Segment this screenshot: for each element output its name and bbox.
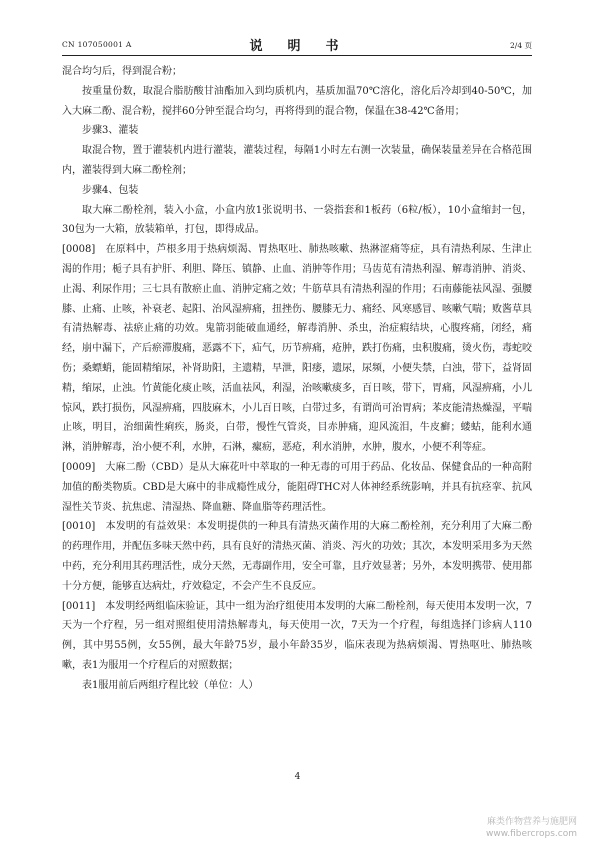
paragraph: 取大麻二酚栓剂，装入小盒，小盒内放1张说明书、一袋指套和1板药（6粒/板），10小盒缩封一包，30包为一大箱，放装箱单，打包，即得成品。 [62, 204, 532, 236]
numbered-paragraph-0008: [0008] 在原料中，芦根多用于热病烦渴、胃热呕吐、肺热咳嗽、热淋涩痛等症，具有清热利尿、生津止渴的作用；栀子具有护肝、利胆、降压、镇静、止血、消肿等作用；马齿苋有清热利湿、解毒消肿、消炎、止渴、利尿作用；三七具有散瘀止血、消肿定痛之效；牛筋草具有清热利湿的作用；石南藤能祛风湿、强腰膝、止痛、止咳，补衰老、起阳、治风湿痹痛，扭挫伤、腰膝无力、痛经、风寒感冒、咳嗽气喘；败酱草具有清热解毒、祛瘀止痛的功效。鬼箭羽能破血通经，解毒消肿、杀虫，治症瘕结块，心腹疼痛，闭经，痛经，崩中漏下，产后瘀滞腹痛，恶露不下，疝气，历节痹痛，疮肿，跌打伤痛，虫积腹痛，烫火伤，毒蛇咬伤；桑螵蛸，能固精缩尿，补肾助阳，主遗精，早泄，阳痿，遗尿，尿频，小便失禁，白浊，带下，益肾固精，缩尿，止浊。竹黄能化痰止咳，活血祛风，利湿，治咳嗽痰多，百日咳，带下，胃痛，风湿痹痛，小儿惊风，跌打损伤，风湿痹痛，四肢麻木，小儿百日咳，白带过多，有谓尚可治胃病；苯皮能清热燥湿，平喘止咳，明目，治细菌性痢疾，肠炎，白带，慢性气管炎，目赤肿痛，迎风流泪，牛皮癣；蝼蛄，能利水通淋，消肿解毒，治小便不利，水肿，石淋，瘰疬，恶疮，利水消肿，水肿，腹水，小便不利等症。 [62, 244, 532, 454]
watermark [486, 816, 577, 840]
numbered-paragraph-0011: [0011] 本发明经两组临床验证，其中一组为治疗组使用本发明的大麻二酚栓剂，每天使用本发明一次，7天为一个疗程，另一组对照组使用清热解毒丸，每天使用一次，7天为一个疗程，每组选择门诊病人110例，其中男55例，女55例，最大年龄75岁，最小年龄35岁，临床表现为热病烦渴、胃热呕吐、肺热咳嗽，表1为服用一个疗程后的对照数据； [62, 600, 532, 671]
paragraph: 按重量份数，取混合脂肪酸甘油酯加入到均质机内，基质加温70℃溶化，溶化后冷却到40-50℃，加入大麻二酚、混合粉，搅拌60分钟至混合均匀，再将得到的混合物，保温在38-42℃备用； [62, 85, 532, 117]
page-indicator: 2/4 页 [510, 41, 532, 50]
numbered-paragraph-0009: [0009] 大麻二酚（CBD）是从大麻花叶中萃取的一种无毒的可用于药品、化妆品、保健食品的一种高附加值的酚类物质。CBD是大麻中的非成瘾性成分，能阻碍THC对人体神经系统影响，并具有抗痉挛、抗风湿性关节炎、抗焦虑、清湿热、降血糖、降血脂等药理活性。 [62, 461, 532, 513]
watermark-site-name: 麻类作物营养与施肥网 [486, 817, 577, 827]
paragraph: 混合均匀后，得到混合粉； [62, 66, 182, 77]
document-title: 说 明 书 [249, 39, 345, 54]
watermark-url: www.fibercrops.com [486, 829, 577, 839]
step-heading: 步骤4、包装 [82, 184, 139, 196]
table-caption: 表1服用前后两组疗程比较（单位：人） [82, 679, 259, 691]
step-heading: 步骤3、灌装 [82, 125, 139, 137]
header-divider [62, 55, 532, 56]
paragraph: 取混合物，置于灌装机内进行灌装，灌装过程，每隔1小时左右测一次装量，确保装量差异在合格范围内，灌装得到大麻二酚栓剂； [62, 145, 532, 176]
document-body [62, 62, 532, 696]
page-header [62, 34, 532, 54]
patent-number: CN 107050001 A [62, 40, 132, 49]
page-number: 4 [294, 772, 301, 782]
numbered-paragraph-0010: [0010] 本发明的有益效果：本发明提供的一种具有清热灭菌作用的大麻二酚栓剂，充分利用了大麻二酚的药理作用，并配伍多味天然中药，具有良好的清热灭菌、消炎、泻火的功效；其次，本发明采用多为天然中药，充分利用其药理活性，成分天然，无毒副作用，安全可靠，且疗效显著；另外，本发明携带、使用都十分方便，能够直达病灶，疗效稳定，不会产生不良反应。 [62, 521, 532, 592]
